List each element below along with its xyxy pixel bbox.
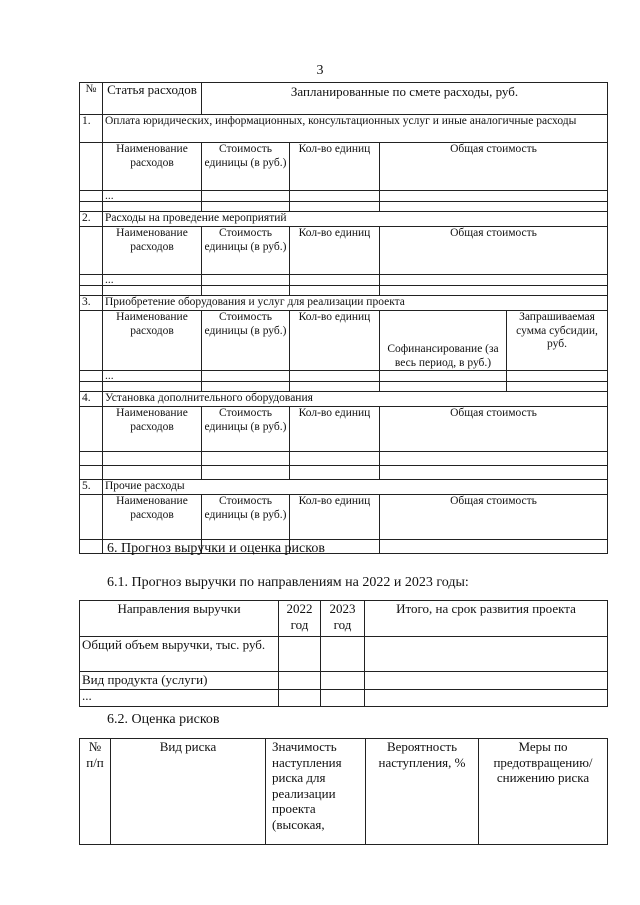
sub-unit-cost: Стоимость единицы (в руб.) — [202, 143, 290, 191]
ellipsis: ... — [103, 371, 202, 382]
col-total: Итого, на срок развития проекта — [365, 601, 608, 637]
sub-subsidy: Запрашиваемая сумма субсидии, руб. — [507, 311, 608, 371]
risk-table — [79, 738, 608, 845]
sub-name: Наименование расходов — [103, 495, 202, 540]
col-probability: Вероятность наступления, % — [366, 739, 479, 845]
sub-unit-cost: Стоимость единицы (в руб.) — [202, 495, 290, 540]
section-3-num: 3. — [80, 296, 103, 311]
col-2022: 2022 год — [279, 601, 321, 637]
sub-qty: Кол-во единиц — [290, 311, 380, 371]
col-direction: Направления выручки — [80, 601, 279, 637]
col-article-header: Статья расходов — [103, 83, 202, 115]
sub-qty: Кол-во единиц — [290, 227, 380, 275]
row-ellipsis: ... — [80, 690, 279, 707]
section-1-num: 1. — [80, 115, 103, 143]
col-risk-type: Вид риска — [111, 739, 266, 845]
sub-total: Общая стоимость — [380, 407, 608, 452]
sub-qty: Кол-во единиц — [290, 407, 380, 452]
sub-unit-cost: Стоимость единицы (в руб.) — [202, 311, 290, 371]
row-total-revenue: Общий объем выручки, тыс. руб. — [80, 637, 279, 672]
col-significance: Значимость наступления риска для реализации проекта (высокая, — [266, 739, 366, 845]
section-4-num: 4. — [80, 392, 103, 407]
sub-name: Наименование расходов — [103, 227, 202, 275]
sub-unit-cost: Стоимость единицы (в руб.) — [202, 407, 290, 452]
sub-name: Наименование расходов — [103, 311, 202, 371]
sub-unit-cost: Стоимость единицы (в руб.) — [202, 227, 290, 275]
sub-total: Общая стоимость — [380, 495, 608, 540]
section-6-heading: 6. Прогноз выручки и оценка рисков — [107, 541, 325, 556]
section-5-num: 5. — [80, 480, 103, 495]
section-4-title: Установка дополнительного оборудования — [103, 392, 608, 407]
ellipsis: ... — [103, 275, 202, 286]
ellipsis: ... — [103, 191, 202, 202]
row-product-type: Вид продукта (услуги) — [80, 672, 279, 690]
sub-qty: Кол-во единиц — [290, 495, 380, 540]
section-6-1-heading: 6.1. Прогноз выручки по направлениям на 2022 и 2023 годы: — [107, 575, 469, 590]
section-5-title: Прочие расходы — [103, 480, 608, 495]
revenue-table — [79, 600, 608, 707]
section-3-title: Приобретение оборудования и услуг для реализации проекта — [103, 296, 608, 311]
sub-name: Наименование расходов — [103, 143, 202, 191]
section-2-title: Расходы на проведение мероприятий — [103, 212, 608, 227]
section-1-title: Оплата юридических, информационных, консультационных услуг и иные аналогичные расходы — [103, 115, 608, 143]
col-num: № п/п — [80, 739, 111, 845]
col-planned-header: Запланированные по смете расходы, руб. — [202, 83, 608, 115]
sub-total: Общая стоимость — [380, 227, 608, 275]
sub-qty: Кол-во единиц — [290, 143, 380, 191]
col-2023: 2023 год — [321, 601, 365, 637]
col-no-header: № — [80, 83, 103, 115]
col-measures: Меры по предотвращению/ снижению риска — [479, 739, 608, 845]
sub-total: Общая стоимость — [380, 143, 608, 191]
budget-table — [79, 82, 608, 554]
sub-name: Наименование расходов — [103, 407, 202, 452]
section-2-num: 2. — [80, 212, 103, 227]
sub-cofinancing: Софинансирование (за весь период, в руб.) — [380, 311, 507, 371]
section-6-2-heading: 6.2. Оценка рисков — [107, 712, 220, 727]
page-number: 3 — [316, 63, 324, 78]
